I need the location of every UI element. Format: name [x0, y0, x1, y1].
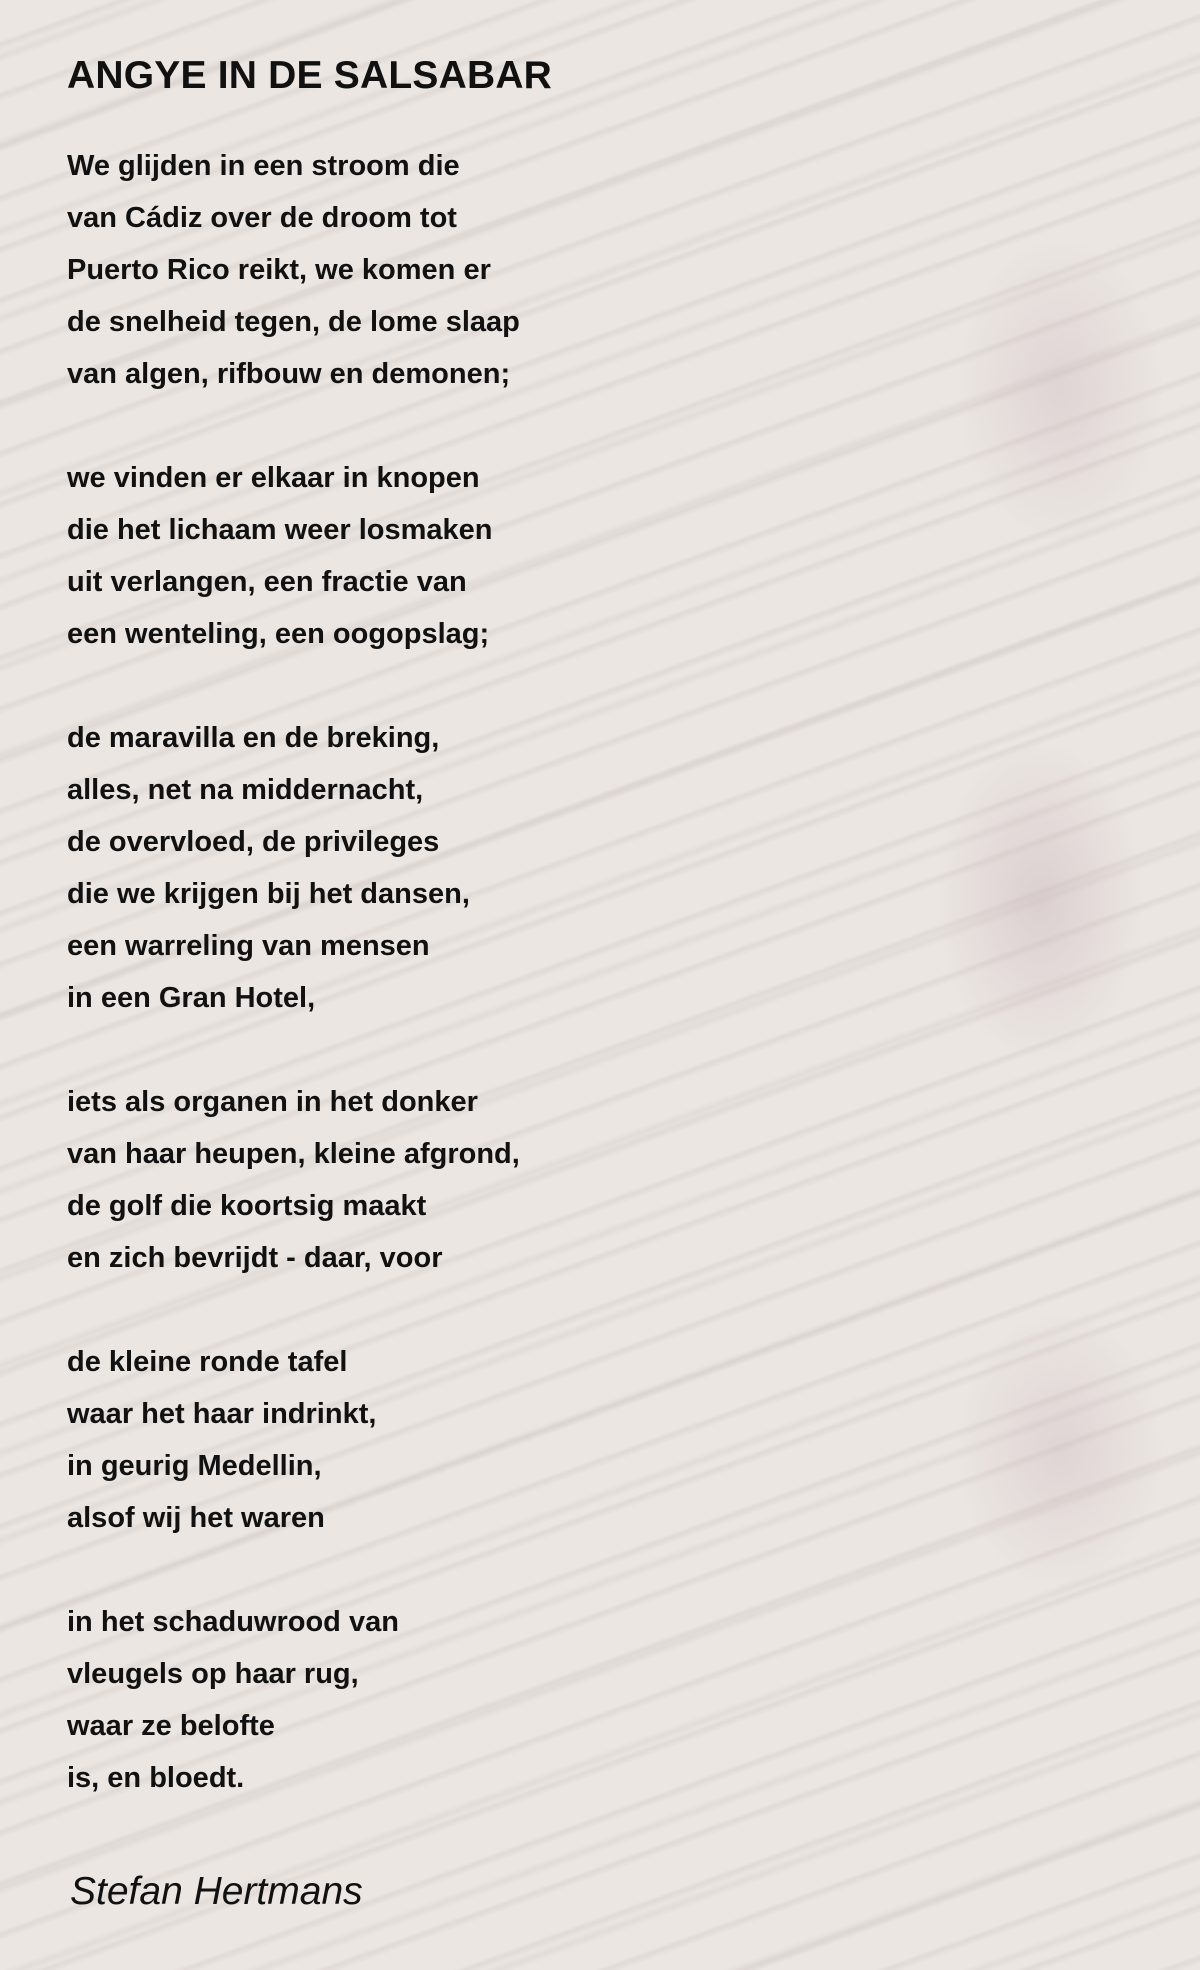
poem-line: alsof wij het waren	[67, 1502, 325, 1534]
poem	[67, 48, 1147, 1856]
poem-line: die we krijgen bij het dansen,	[67, 878, 470, 910]
poem-author: Stefan Hertmans	[70, 1870, 363, 1913]
poem-line: de maravilla en de breking,	[67, 722, 440, 754]
poem-line: We glijden in een stroom die	[67, 150, 460, 182]
poem-line: de snelheid tegen, de lome slaap	[67, 306, 520, 338]
poem-line: van haar heupen, kleine afgrond,	[67, 1138, 520, 1170]
poem-line: de overvloed, de privileges	[67, 826, 440, 858]
poem-line: iets als organen in het donker	[67, 1086, 478, 1118]
poem-line: in het schaduwrood van	[67, 1606, 399, 1638]
poem-line: en zich bevrijdt - daar, voor	[67, 1242, 443, 1274]
poem-title: ANGYE IN DE SALSABAR	[67, 54, 553, 97]
poem-line: alles, net na middernacht,	[67, 774, 424, 806]
poem-line: van Cádiz over de droom tot	[67, 202, 457, 234]
stanza-4	[67, 1076, 1147, 1284]
stanza-5	[67, 1336, 1147, 1544]
poem-line: waar ze belofte	[67, 1710, 275, 1742]
stanza-6	[67, 1596, 1147, 1804]
poem-line: de golf die koortsig maakt	[67, 1190, 427, 1222]
stanza-1	[67, 140, 1147, 400]
poem-line: in een Gran Hotel,	[67, 982, 316, 1014]
poem-line: waar het haar indrinkt,	[67, 1398, 377, 1430]
poem-line: is, en bloedt.	[67, 1762, 245, 1794]
poem-line: de kleine ronde tafel	[67, 1346, 348, 1378]
poem-line: een warreling van mensen	[67, 930, 430, 962]
stanza-3	[67, 712, 1147, 1024]
poem-line: een wenteling, een oogopslag;	[67, 618, 490, 650]
poem-line: van algen, rifbouw en demonen;	[67, 358, 511, 390]
stanza-2	[67, 452, 1147, 660]
poem-line: Puerto Rico reikt, we komen er	[67, 254, 491, 286]
poem-line: uit verlangen, een fractie van	[67, 566, 467, 598]
poem-line: in geurig Medellin,	[67, 1450, 322, 1482]
poem-line: die het lichaam weer losmaken	[67, 514, 493, 546]
poem-line: vleugels op haar rug,	[67, 1658, 359, 1690]
poem-line: we vinden er elkaar in knopen	[67, 462, 480, 494]
